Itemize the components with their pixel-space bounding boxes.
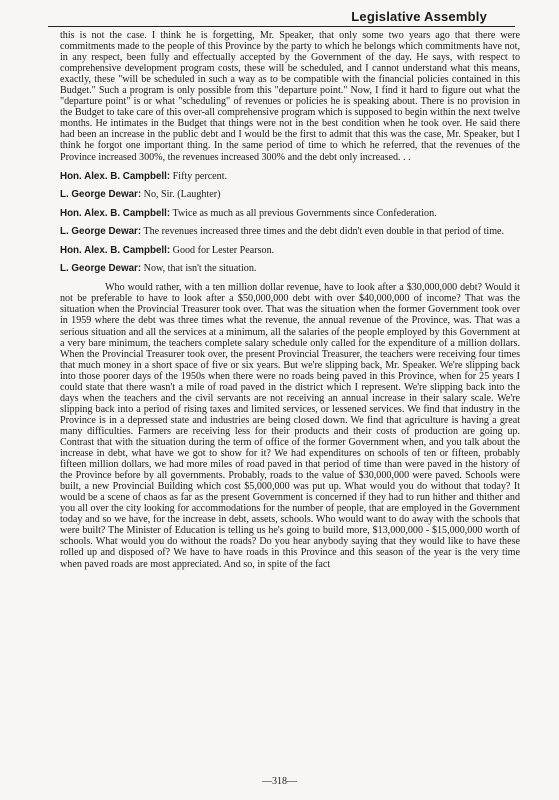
speech-text: The revenues increased three times and the debt didn't even double in that period of time.: [141, 226, 505, 238]
speech-dewar-1: [60, 189, 520, 200]
page-header-title: Legislative Assembly: [351, 9, 487, 24]
speaker-name: L. George Dewar:: [60, 189, 142, 201]
speaker-name: L. George Dewar:: [60, 263, 142, 275]
speech-text: No, Sir. (Laughter): [141, 189, 221, 201]
speech-text: Good for Lester Pearson.: [170, 244, 275, 256]
page-body: [60, 30, 520, 570]
header-rule: [48, 26, 515, 27]
paragraph-opening: this is not the case. I think he is forgetting, Mr. Speaker, that only some two years ago that there were commitments made to the people of this Province by the party to which he belongs which commitments have not, in any respect, been fully and effectually accepted by the Government of the day. He says, with respect to comprehensive development program costs, these will be scheduled, and I cannot understand what this means, exactly, these "will be scheduled in such a way as to be compatible with the financial policies contained in this Budget." Such a program is only possible from this "departure point." Now, I find it hard to figure out what the "departure point" is or what "scheduling" of revenues or policies he is speaking about. There is no provision in the Budget to take care of this over-all comprehensive program which is supposed to begin within the next twelve months. He intimates in the Budget that things were not in the best condition when he took over. He said there had been an increase in the public debt and I would be the first to admit that this was the case, Mr. Speaker, but I think he forgot one important thing. In the same period of time to which he referred, that the revenues of the Province increased 300%, the revenues increased 300% and the debt only increased. . .: [60, 30, 520, 163]
speech-text: Fifty percent.: [170, 170, 228, 182]
speech-campbell-1: [60, 171, 520, 182]
speech-text: Twice as much as all previous Governments since Confederation.: [170, 207, 437, 219]
speech-campbell-2: [60, 208, 520, 219]
speech-dewar-3: [60, 263, 520, 274]
speech-text: Now, that isn't the situation.: [141, 263, 257, 275]
speech-dewar-2: [60, 226, 520, 237]
paragraph-long: Who would rather, with a ten million dollar revenue, have to look after a $30,000,000 debt? Would it not be preferable to have to look after a $50,000,000 debt with over $40,000,000 of income? That was the situation when the Provincial Treasurer took over. That was the situation when the former Government took over in 1959 where the debt was three times what the revenue, the annual revenue of the Province, was. That was a serious situation and all the services at a minimum, all the salaries of the people employed by this Government at a very bare minimum, the teachers complete salary schedule only called for the expenditure of a million dollars. When the Provincial Treasurer took over, the present Provincial Treasurer, the teachers were receiving four times that much money in a short space of five or six years. But we're slipping back, Mr. Speaker. We're slipping back into those poorer days of the 1950s when there were no roads being paved in this Province, when for 25 years I could state that there wasn't a mile of road paved in the district which I represent. We're slipping back into the days when the teachers and the civil servants are not receiving an annual increase in their salary scale. We're slipping back into a period of rising taxes and limited services, or lessened services. We find that industry in the Province is in a depressed state and industries are being closed down. We find that agriculture is having a great many difficulties. Farmers are receiving less for their products and their costs of production are going up. Contrast that with the situation during the term of office of the former Government when, and you talk about the increase in debt, what have we got to show for it? We had expenditures on schools of ten or fifteen, probably fifteen million dollars, we had more miles of road paved in that period of time than were paved in the history of the Province before by all governments. Probably, roads to the value of $30,000,000 were paved. Schools were built, a new Provincial Building which cost $5,000,000 was put up. What would you do without that today? It would be a scene of chaos as far as the present Government is concerned if they had to run hither and thither and you all over the city looking for accommodations for the number of people, that are employed in the Government today and so we have, for the increase in debt, assets, schools. Who would want to do away with the schools that were built? The Minister of Education is telling us he's going to build more, $13,000,000 - $15,000,000 worth of schools. What would you do without the roads? Do you hear anybody saying that they would like to have these rolled up and disposed of? We have to have roads in this Province and this season of the year is the very time when paved roads are most appreciated. And so, in spite of the fact: [60, 282, 520, 570]
speaker-name: Hon. Alex. B. Campbell:: [60, 170, 171, 182]
speech-campbell-3: [60, 245, 520, 256]
page-number: —318—: [262, 776, 297, 787]
speaker-name: L. George Dewar:: [60, 226, 142, 238]
speaker-name: Hon. Alex. B. Campbell:: [60, 244, 171, 256]
speaker-name: Hon. Alex. B. Campbell:: [60, 207, 171, 219]
